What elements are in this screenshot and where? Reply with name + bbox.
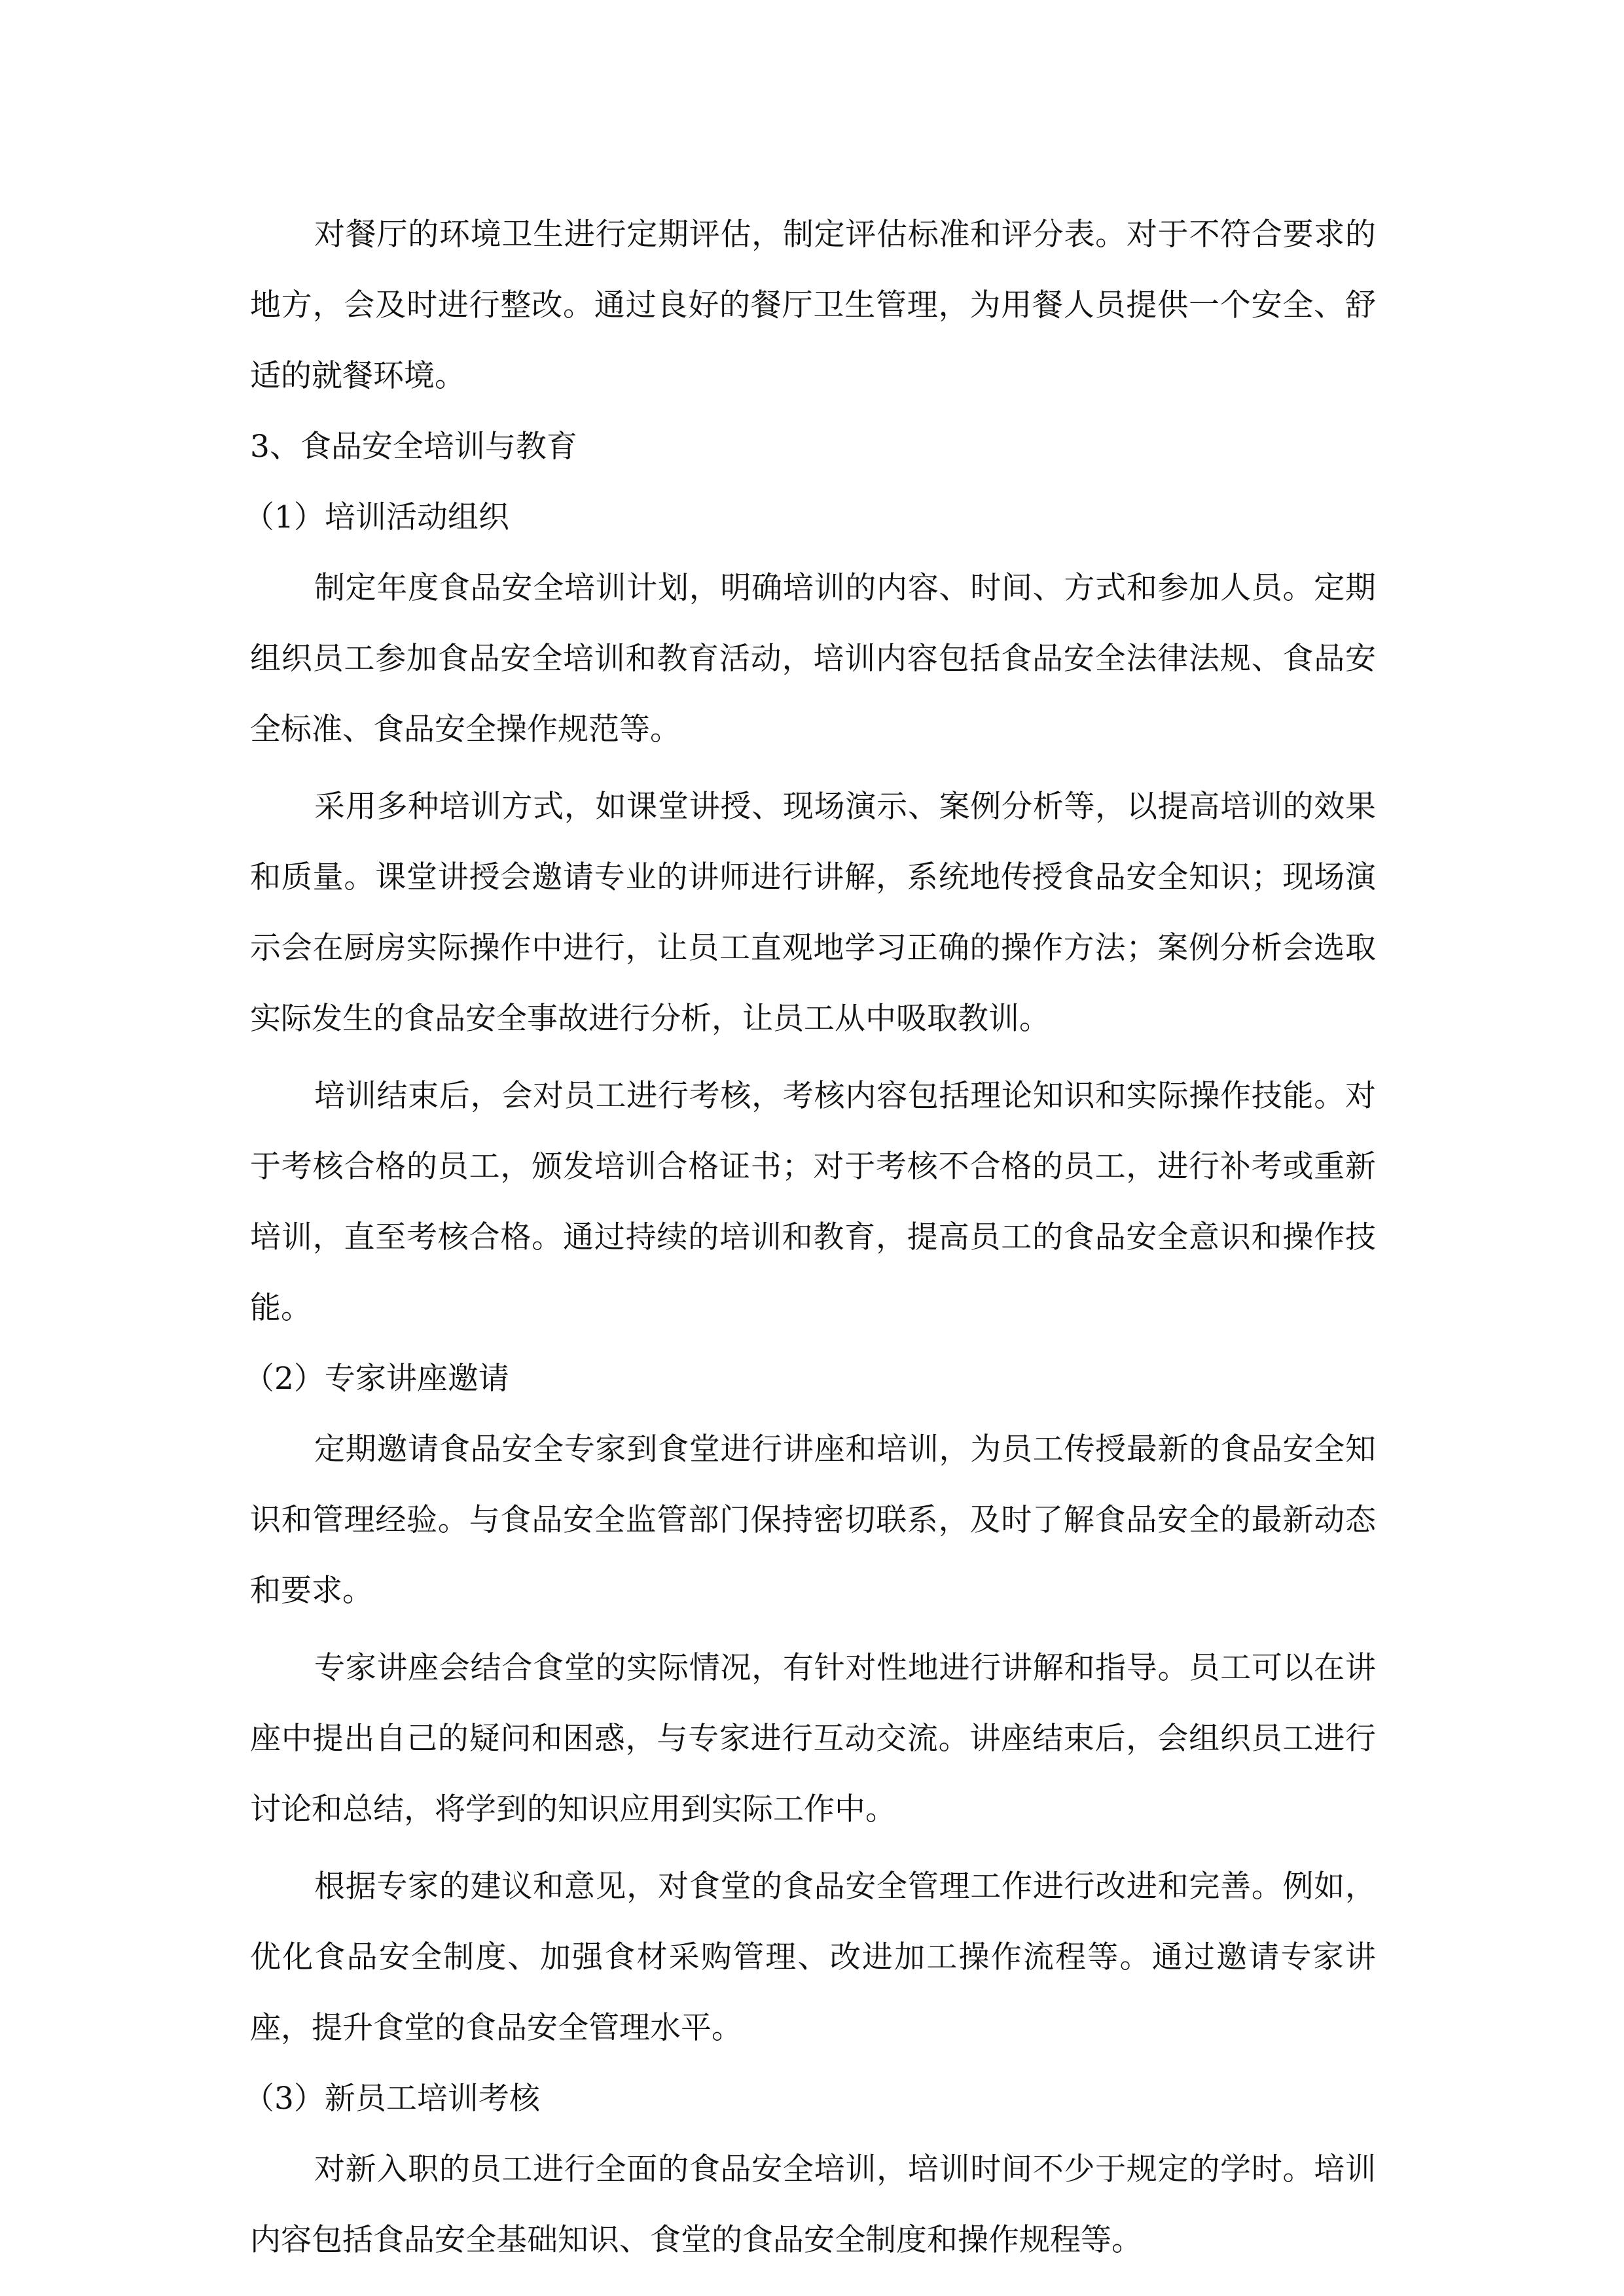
subsection-heading-new-staff-training: （3）新员工培训考核: [244, 2081, 540, 2117]
paragraph-annual-training-plan: 制定年度食品安全培训计划，明确培训的内容、时间、方式和参加人员。定期组织员工参加食品安全培训和教育活动，培训内容包括食品安全法律法规、食品安全标准、食品安全操作规范等。: [250, 570, 1376, 747]
paragraph-training-assessment: 培训结束后，会对员工进行考核，考核内容包括理论知识和实际操作技能。对于考核合格的员工，颁发培训合格证书；对于考核不合格的员工，进行补考或重新培训，直至考核合格。通过持续的培训和教育，提高员工的食品安全意识和操作技能。: [250, 1078, 1376, 1326]
paragraph-improvement-from-advice: 根据专家的建议和意见，对食堂的食品安全管理工作进行改进和完善。例如，优化食品安全制度、加强食材采购管理、改进加工操作流程等。通过邀请专家讲座，提升食堂的食品安全管理水平。: [250, 1869, 1376, 2046]
subsection-heading-expert-lectures: （2）专家讲座邀请: [244, 1361, 509, 1397]
paragraph-invite-experts: 定期邀请食品安全专家到食堂进行讲座和培训，为员工传授最新的食品安全知识和管理经验。与食品安全监管部门保持密切联系，及时了解食品安全的最新动态和要求。: [250, 1431, 1376, 1609]
subsection-heading-training-activities: （1）培训活动组织: [244, 499, 509, 535]
section-heading-food-safety-training: 3、食品安全培训与教育: [250, 429, 577, 465]
paragraph-training-methods: 采用多种培训方式，如课堂讲授、现场演示、案例分析等，以提高培训的效果和质量。课堂讲授会邀请专业的讲师进行讲解，系统地传授食品安全知识；现场演示会在厨房实际操作中进行，让员工直观地学习正确的操作方法；案例分析会选取实际发生的食品安全事故进行分析，让员工从中吸取教训。: [250, 789, 1376, 1037]
paragraph-new-staff-training: 对新入职的员工进行全面的食品安全培训，培训时间不少于规定的学时。培训内容包括食品安全基础知识、食堂的食品安全制度和操作规程等。: [250, 2151, 1376, 2258]
paragraph-lecture-interaction: 专家讲座会结合食堂的实际情况，有针对性地进行讲解和指导。员工可以在讲座中提出自己的疑问和困惑，与专家进行互动交流。讲座结束后，会组织员工进行讨论和总结，将学到的知识应用到实际工作中。: [250, 1650, 1376, 1827]
paragraph-restaurant-hygiene: 对餐厅的环境卫生进行定期评估，制定评估标准和评分表。对于不符合要求的地方，会及时进行整改。通过良好的餐厅卫生管理，为用餐人员提供一个安全、舒适的就餐环境。: [250, 217, 1376, 394]
document-body: [244, 200, 1376, 2276]
